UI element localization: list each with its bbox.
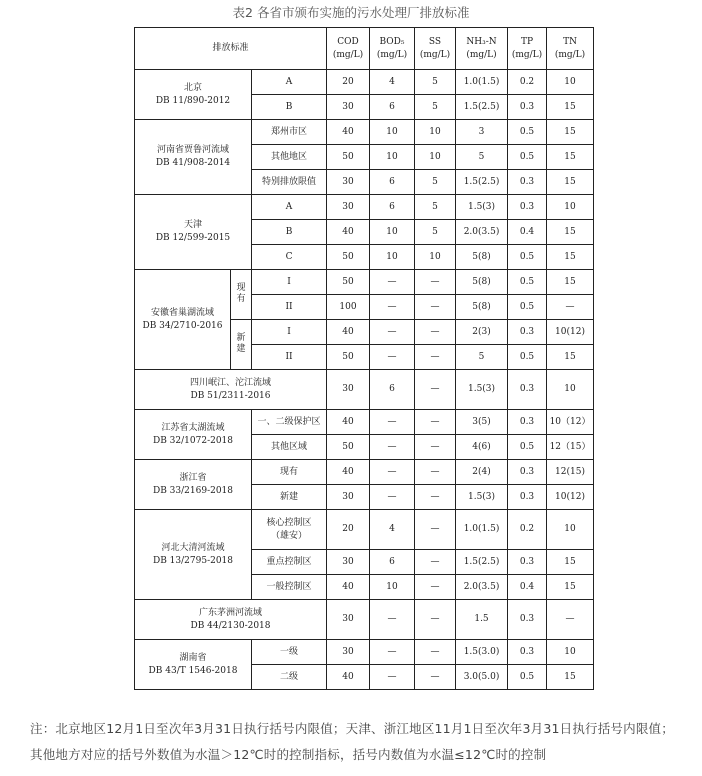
value-cell-2: 4 xyxy=(370,70,415,95)
row-label xyxy=(252,70,327,95)
column-header-unit: (mg/L) xyxy=(332,49,364,60)
row-label-text: 特别排放限值 xyxy=(262,176,317,187)
table-row xyxy=(135,270,594,295)
value-cell-2: — xyxy=(370,640,415,665)
value-cell-1: 20 xyxy=(327,70,370,95)
value-cell-3: — xyxy=(415,485,456,510)
value-cell-6: 15 xyxy=(547,550,594,575)
row-label-text: 其他区域 xyxy=(271,441,308,452)
value-cell-6: 15 xyxy=(547,220,594,245)
standard-group-cell xyxy=(135,270,231,370)
column-header-unit: (mg/L) xyxy=(466,49,497,60)
value-cell-1: 30 xyxy=(327,485,370,510)
value-cell-6: 10 xyxy=(547,70,594,95)
standard-code: DB 41/908-2014 xyxy=(155,158,231,168)
value-cell-5: 0.5 xyxy=(508,145,547,170)
region-name: 四川岷江、沱江流域 xyxy=(190,377,272,388)
row-label-note: （雄安） xyxy=(271,530,308,541)
value-cell-5: 0.3 xyxy=(508,485,547,510)
region-name: 浙江省 xyxy=(179,472,207,483)
row-label: II xyxy=(252,295,327,320)
subgroup-cell xyxy=(231,270,252,320)
standard-group-cell xyxy=(135,70,252,120)
value-cell-3: 5 xyxy=(415,95,456,120)
value-cell-2: — xyxy=(370,410,415,435)
value-cell-4: 2.0(3.5) xyxy=(456,220,508,245)
value-cell-4: 3 xyxy=(456,120,508,145)
value-cell-4: 5(8) xyxy=(456,245,508,270)
table-row xyxy=(135,120,594,145)
row-label-text: 核心控制区 xyxy=(266,517,312,528)
value-cell-1: 50 xyxy=(327,245,370,270)
row-label xyxy=(252,220,327,245)
value-cell-2: — xyxy=(370,295,415,320)
value-cell-4: 3(5) xyxy=(456,410,508,435)
value-cell-2: — xyxy=(370,345,415,370)
table-row xyxy=(135,640,594,665)
row-label xyxy=(252,550,327,575)
table-row xyxy=(135,70,594,95)
value-cell-3: — xyxy=(415,370,456,410)
column-header-unit: (mg/L) xyxy=(419,49,451,60)
standard-code: DB 44/2130-2018 xyxy=(190,620,271,631)
value-cell-5: 0.3 xyxy=(508,600,547,640)
standard-code: DB 13/2795-2018 xyxy=(152,555,234,566)
standard-group-cell xyxy=(135,600,327,640)
value-cell-1: 40 xyxy=(327,320,370,345)
value-cell-1: 50 xyxy=(327,435,370,460)
value-cell-4: 2(3) xyxy=(456,320,508,345)
standard-code: DB 33/2169-2018 xyxy=(152,485,234,496)
row-label-text: 现有 xyxy=(280,466,299,477)
value-cell-4: 2.0(3.5) xyxy=(456,575,508,600)
value-cell-4: 3.0(5.0) xyxy=(456,665,508,690)
column-header-unit: (mg/L) xyxy=(511,49,543,60)
value-cell-3: — xyxy=(415,640,456,665)
value-cell-6: 15 xyxy=(547,665,594,690)
row-label-text: 新建 xyxy=(280,491,299,502)
row-label xyxy=(252,575,327,600)
value-cell-3: 5 xyxy=(415,220,456,245)
value-cell-2: — xyxy=(370,485,415,510)
value-cell-3: 5 xyxy=(415,195,456,220)
table-caption: 表2 各省市颁布实施的污水处理厂排放标准 xyxy=(232,5,470,20)
standard-group-cell xyxy=(135,510,252,600)
column-header-name: COD xyxy=(337,36,359,47)
value-cell-1: 30 xyxy=(327,600,370,640)
value-cell-1: 40 xyxy=(327,575,370,600)
value-cell-1: 30 xyxy=(327,95,370,120)
value-cell-6: 10 xyxy=(547,370,594,410)
row-label-text: 一级 xyxy=(280,646,299,657)
row-label xyxy=(252,245,327,270)
row-label-text: A xyxy=(285,201,293,212)
value-cell-4: 5(8) xyxy=(456,295,508,320)
table-row xyxy=(135,370,594,410)
row-label xyxy=(252,485,327,510)
region-name: 湖南省 xyxy=(179,652,207,663)
value-cell-6: 12(15) xyxy=(547,460,594,485)
value-cell-6: 10(12) xyxy=(547,320,594,345)
row-label-text: 二级 xyxy=(280,671,299,682)
value-cell-4: 1.0(1.5) xyxy=(456,510,508,550)
value-cell-5: 0.3 xyxy=(508,320,547,345)
table-row xyxy=(135,600,594,640)
row-label: II xyxy=(252,345,327,370)
subgroup-label: 新建 xyxy=(236,333,246,354)
row-label xyxy=(252,435,327,460)
value-cell-6: 15 xyxy=(547,245,594,270)
value-cell-5: 0.2 xyxy=(508,510,547,550)
value-cell-2: 6 xyxy=(370,170,415,195)
value-cell-1: 30 xyxy=(327,195,370,220)
row-label-text: 重点控制区 xyxy=(266,556,312,567)
value-cell-6: 15 xyxy=(547,95,594,120)
value-cell-4: 5 xyxy=(456,345,508,370)
value-cell-6: 15 xyxy=(547,270,594,295)
value-cell-4: 1.5(3) xyxy=(456,370,508,410)
value-cell-6: 15 xyxy=(547,170,594,195)
row-label xyxy=(252,170,327,195)
value-cell-6: 15 xyxy=(547,145,594,170)
value-cell-5: 0.3 xyxy=(508,550,547,575)
value-cell-6: 10(12) xyxy=(547,485,594,510)
value-cell-2: 4 xyxy=(370,510,415,550)
column-header xyxy=(547,28,594,70)
value-cell-3: — xyxy=(415,600,456,640)
value-cell-6: — xyxy=(547,295,594,320)
standard-code: DB 12/599-2015 xyxy=(155,233,231,243)
value-cell-3: — xyxy=(415,320,456,345)
value-cell-4: 1.5(2.5) xyxy=(456,550,508,575)
value-cell-6: 10 xyxy=(547,640,594,665)
value-cell-5: 0.5 xyxy=(508,245,547,270)
standard-group-cell xyxy=(135,120,252,195)
value-cell-4: 1.5(3) xyxy=(456,195,508,220)
value-cell-5: 0.5 xyxy=(508,665,547,690)
value-cell-5: 0.5 xyxy=(508,270,547,295)
value-cell-4: 2(4) xyxy=(456,460,508,485)
value-cell-4: 1.5(3) xyxy=(456,485,508,510)
value-cell-2: — xyxy=(370,600,415,640)
value-cell-1: 40 xyxy=(327,410,370,435)
value-cell-4: 5 xyxy=(456,145,508,170)
column-header-name: SS xyxy=(428,36,442,47)
row-label-text: A xyxy=(285,76,293,87)
value-cell-5: 0.3 xyxy=(508,95,547,120)
row-label xyxy=(252,665,327,690)
value-cell-5: 0.5 xyxy=(508,120,547,145)
value-cell-5: 0.3 xyxy=(508,460,547,485)
table-row xyxy=(135,410,594,435)
standard-group-cell xyxy=(135,370,327,410)
standard-code: DB 34/2710-2016 xyxy=(142,320,223,331)
standard-code: DB 11/890-2012 xyxy=(155,95,231,106)
row-label: I xyxy=(252,320,327,345)
value-cell-3: — xyxy=(415,550,456,575)
value-cell-5: 0.5 xyxy=(508,345,547,370)
standard-group-cell xyxy=(135,410,252,460)
standard-group-cell xyxy=(135,460,252,510)
value-cell-2: — xyxy=(370,320,415,345)
value-cell-3: — xyxy=(415,270,456,295)
value-cell-3: — xyxy=(415,435,456,460)
region-name: 广东茅洲河流域 xyxy=(199,607,263,618)
row-label: I xyxy=(252,270,327,295)
column-header xyxy=(327,28,370,70)
column-header xyxy=(508,28,547,70)
row-label-text: C xyxy=(285,251,293,262)
row-label xyxy=(252,510,327,550)
value-cell-2: 10 xyxy=(370,245,415,270)
subgroup-label: 现有 xyxy=(236,283,246,304)
value-cell-4: 5(8) xyxy=(456,270,508,295)
value-cell-2: — xyxy=(370,435,415,460)
value-cell-5: 0.4 xyxy=(508,575,547,600)
region-name: 安徽省巢湖流域 xyxy=(150,307,214,318)
value-cell-6: 12（15） xyxy=(547,435,594,460)
value-cell-4: 4(6) xyxy=(456,435,508,460)
region-name: 北京 xyxy=(183,82,202,93)
value-cell-1: 50 xyxy=(327,145,370,170)
value-cell-2: 10 xyxy=(370,145,415,170)
value-cell-5: 0.3 xyxy=(508,410,547,435)
value-cell-2: — xyxy=(370,460,415,485)
row-label-text: 一般控制区 xyxy=(266,581,312,592)
value-cell-3: — xyxy=(415,575,456,600)
value-cell-3: — xyxy=(415,345,456,370)
value-cell-4: 1.5(2.5) xyxy=(456,170,508,195)
value-cell-5: 0.3 xyxy=(508,170,547,195)
value-cell-1: 100 xyxy=(327,295,370,320)
region-name: 河南省贾鲁河流域 xyxy=(156,145,229,155)
value-cell-4: 1.5(2.5) xyxy=(456,95,508,120)
value-cell-2: 6 xyxy=(370,550,415,575)
value-cell-1: 50 xyxy=(327,345,370,370)
value-cell-1: 30 xyxy=(327,550,370,575)
value-cell-5: 0.5 xyxy=(508,295,547,320)
discharge-standards-table xyxy=(134,27,594,690)
row-label xyxy=(252,640,327,665)
column-header-name: TP xyxy=(520,36,534,47)
value-cell-6: 15 xyxy=(547,345,594,370)
column-header-name: TN xyxy=(563,36,577,47)
value-cell-3: — xyxy=(415,665,456,690)
row-label xyxy=(252,145,327,170)
row-label xyxy=(252,410,327,435)
value-cell-1: 50 xyxy=(327,270,370,295)
value-cell-2: — xyxy=(370,270,415,295)
column-header xyxy=(370,28,415,70)
value-cell-2: 6 xyxy=(370,195,415,220)
column-header xyxy=(456,28,508,70)
table-row xyxy=(135,195,594,220)
value-cell-3: 10 xyxy=(415,145,456,170)
value-cell-5: 0.5 xyxy=(508,435,547,460)
value-cell-6: 10 xyxy=(547,195,594,220)
value-cell-5: 0.3 xyxy=(508,640,547,665)
region-name: 江苏省太湖流域 xyxy=(161,422,225,433)
table-footnote: 注：北京地区12月1日至次年3月31日执行括号内限值；天津、浙江地区11月1日至次年3月31日执行括号内限值；其他地方对应的括号外数值为水温＞12℃时的控制指标，括号内数值为水温≤12℃时的控制 xyxy=(30,721,674,762)
value-cell-1: 40 xyxy=(327,665,370,690)
row-label xyxy=(252,95,327,120)
row-label-text: 一、二级保护区 xyxy=(257,416,321,427)
value-cell-3: 5 xyxy=(415,70,456,95)
standard-group-cell xyxy=(135,195,252,270)
value-cell-6: — xyxy=(547,600,594,640)
row-label xyxy=(252,195,327,220)
value-cell-2: 10 xyxy=(370,220,415,245)
value-cell-5: 0.3 xyxy=(508,195,547,220)
row-label-text: 其他地区 xyxy=(271,151,308,162)
value-cell-2: 10 xyxy=(370,575,415,600)
value-cell-6: 10（12） xyxy=(547,410,594,435)
value-cell-4: 1.5(3.0) xyxy=(456,640,508,665)
column-header-unit: (mg/L) xyxy=(554,49,586,60)
standard-group-cell xyxy=(135,640,252,690)
value-cell-3: — xyxy=(415,295,456,320)
value-cell-1: 30 xyxy=(327,370,370,410)
value-cell-1: 30 xyxy=(327,170,370,195)
row-label-text: 郑州市区 xyxy=(271,126,308,137)
column-header-name: NH₃-N xyxy=(466,36,497,47)
standard-header: 排放标准 xyxy=(135,28,327,70)
value-cell-3: — xyxy=(415,510,456,550)
column-header-unit: (mg/L) xyxy=(376,49,408,60)
standard-code: DB 51/2311-2016 xyxy=(190,390,271,401)
region-name: 河北大清河流域 xyxy=(161,542,225,553)
value-cell-1: 40 xyxy=(327,460,370,485)
table-row xyxy=(135,460,594,485)
standard-code: DB 32/1072-2018 xyxy=(152,435,234,446)
value-cell-1: 20 xyxy=(327,510,370,550)
table-row xyxy=(135,28,594,70)
region-name: 天津 xyxy=(183,220,202,230)
value-cell-4: 1.5 xyxy=(456,600,508,640)
row-label xyxy=(252,120,327,145)
row-label-text: B xyxy=(285,101,293,112)
value-cell-2: 10 xyxy=(370,120,415,145)
value-cell-5: 0.3 xyxy=(508,370,547,410)
value-cell-5: 0.2 xyxy=(508,70,547,95)
subgroup-cell xyxy=(231,320,252,370)
column-header-name: BOD₅ xyxy=(379,36,405,47)
value-cell-4: 1.0(1.5) xyxy=(456,70,508,95)
value-cell-3: 10 xyxy=(415,245,456,270)
value-cell-5: 0.4 xyxy=(508,220,547,245)
value-cell-6: 10 xyxy=(547,510,594,550)
row-label-text: B xyxy=(285,226,293,237)
value-cell-1: 30 xyxy=(327,640,370,665)
table-row xyxy=(135,510,594,550)
value-cell-2: 6 xyxy=(370,370,415,410)
column-header xyxy=(415,28,456,70)
value-cell-2: — xyxy=(370,665,415,690)
standard-code: DB 43/T 1546-2018 xyxy=(148,665,238,676)
value-cell-2: 6 xyxy=(370,95,415,120)
value-cell-3: — xyxy=(415,460,456,485)
value-cell-3: — xyxy=(415,410,456,435)
value-cell-3: 10 xyxy=(415,120,456,145)
value-cell-1: 40 xyxy=(327,120,370,145)
value-cell-1: 40 xyxy=(327,220,370,245)
row-label xyxy=(252,460,327,485)
value-cell-6: 15 xyxy=(547,575,594,600)
value-cell-3: 5 xyxy=(415,170,456,195)
value-cell-6: 15 xyxy=(547,120,594,145)
